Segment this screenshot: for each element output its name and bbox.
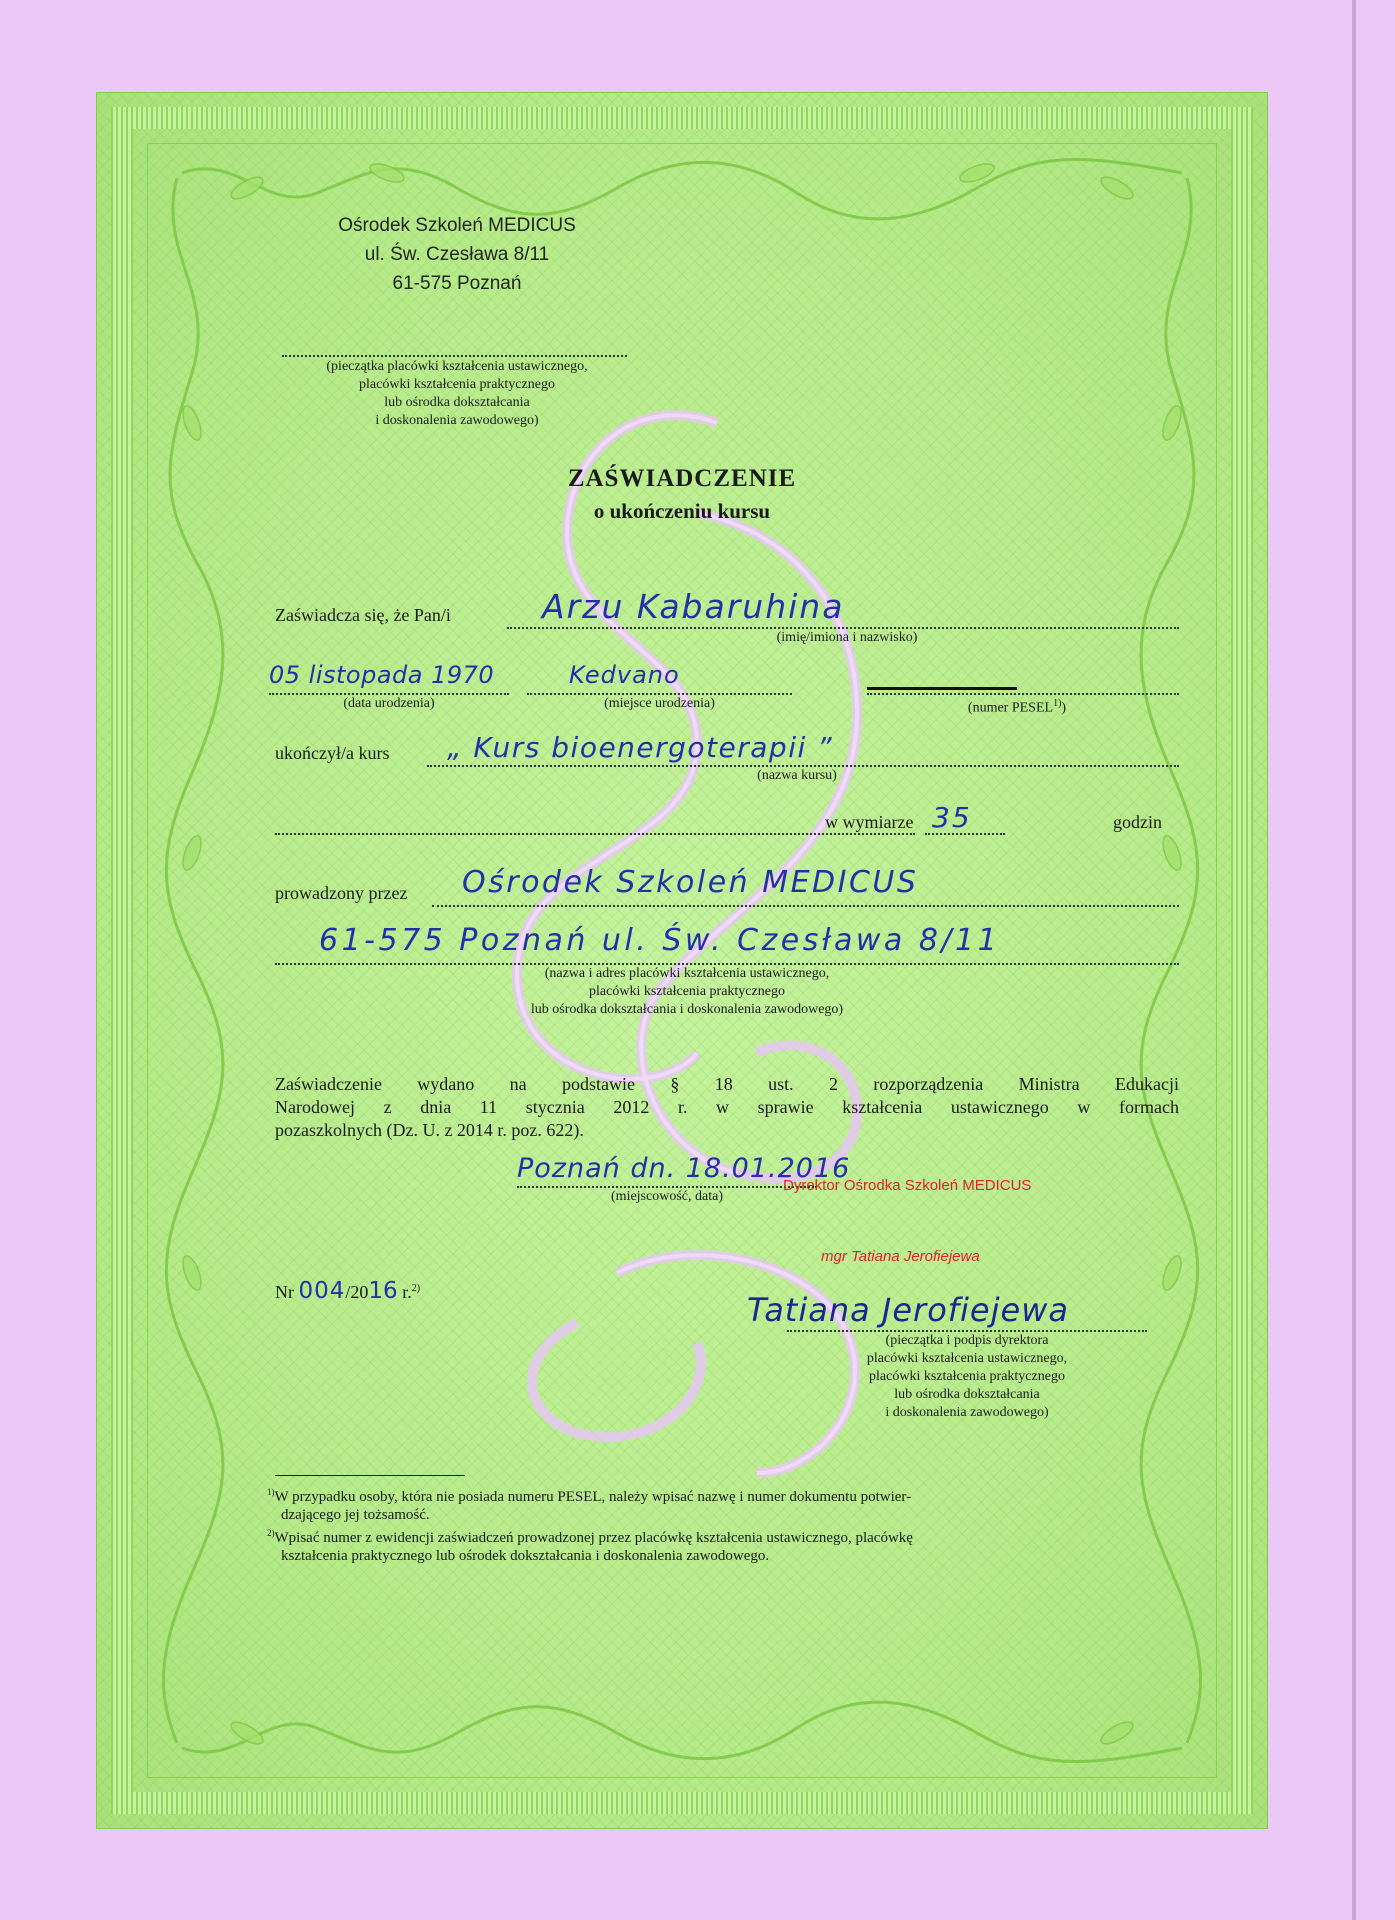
- course-caption: (nazwa kursu): [757, 768, 837, 783]
- footnote-mark: 1): [267, 1487, 275, 1497]
- stamp-line-street: ul. Św. Czesława 8/11: [364, 244, 550, 265]
- page-subtitle: o ukończeniu kursu: [593, 499, 771, 523]
- course-label: ukończył/a kurs: [275, 743, 390, 763]
- institution-caption: [437, 965, 937, 1019]
- pesel-caption-end: ): [1061, 700, 1067, 716]
- legal-basis-paragraph: [275, 1073, 1179, 1142]
- person-label: Zaświadcza się, że Pan/i: [275, 605, 451, 625]
- pesel-caption: [897, 695, 1137, 718]
- conducted-value: Ośrodek Szkoleń MEDICUS: [462, 865, 919, 900]
- number-footnote-mark: 2): [411, 1283, 421, 1294]
- place-date-caption: (miejscowość, data): [611, 1189, 723, 1204]
- decorative-ornament: [97, 93, 1267, 1828]
- birth-place-caption: (miejsce urodzenia): [604, 696, 715, 711]
- hours-dotted-line: [925, 833, 1005, 835]
- institution-stamp: [297, 211, 617, 298]
- birth-place-value: Kedvano: [569, 661, 680, 689]
- number-year-value: 16: [368, 1278, 398, 1304]
- footnote-text-continued: kształcenia praktycznego lub ośrodek dokształcania i doskonalenia zawodowego.: [281, 1548, 770, 1564]
- number-suffix: r.: [402, 1282, 412, 1302]
- birth-date-value: 05 listopada 1970: [269, 661, 495, 689]
- course-name-value: „ Kurs bioenergoterapii ”: [447, 731, 834, 764]
- director-stamp-name: mgr Tatiana Jerofiejewa: [821, 1248, 980, 1265]
- signature-caption: [797, 1332, 1137, 1422]
- stamp-caption-line: (pieczątka placówki kształcenia ustawicznego,: [326, 359, 588, 374]
- signature-caption-line: lub ośrodka dokształcania: [894, 1387, 1040, 1402]
- hours-unit: godzin: [1113, 812, 1162, 832]
- legal-basis-line: Narodowej z dnia 11 stycznia 2012 r. w sprawie kształcenia ustawicznego w formach: [275, 1097, 1179, 1117]
- footnote-text-continued: dzającego jej tożsamość.: [281, 1507, 430, 1523]
- stamp-dotted-line: [282, 355, 627, 357]
- stamp-line-city: 61-575 Poznań: [392, 273, 522, 294]
- conducted-label: prowadzony przez: [275, 883, 408, 903]
- stamp-line-name: Ośrodek Szkoleń MEDICUS: [338, 215, 576, 236]
- institution-caption-line: lub ośrodka dokształcania i doskonalenia zawodowego): [530, 1002, 844, 1017]
- pesel-footnote-mark: 1): [1053, 698, 1062, 709]
- signature-caption-line: i doskonalenia zawodowego): [885, 1405, 1049, 1420]
- footnote-text: W przypadku osoby, która nie posiada numeru PESEL, należy wpisać nazwę i numer dokumentu potwier-: [274, 1489, 912, 1505]
- number-value: 004: [298, 1278, 346, 1304]
- institution-caption-line: (nazwa i adres placówki kształcenia ustawicznego,: [544, 966, 830, 981]
- footnote-item: [267, 1483, 1177, 1506]
- person-name-value: Arzu Kabaruhina: [542, 587, 845, 626]
- director-signature: Tatiana Jerofiejewa: [747, 1291, 1069, 1329]
- institution-caption-line: placówki kształcenia praktycznego: [589, 984, 785, 999]
- pesel-caption-text: (numer PESEL: [967, 700, 1054, 716]
- paper-edge: [1352, 0, 1356, 1920]
- signature-caption-line: (pieczątka i podpis dyrektora: [885, 1333, 1049, 1348]
- director-stamp-title: Dyrektor Ośrodka Szkoleń MEDICUS: [783, 1177, 1032, 1194]
- footnote-separator: [275, 1475, 465, 1476]
- person-caption: (imię/imiona i nazwisko): [776, 630, 918, 645]
- number-prefix: Nr: [275, 1282, 294, 1302]
- hours-label: w wymiarze: [825, 812, 914, 832]
- signature-caption-line: placówki kształcenia ustawicznego,: [866, 1351, 1068, 1366]
- hours-leading-dotted-line: [275, 833, 915, 835]
- footnote-item: [267, 1524, 1177, 1547]
- place-date-value: Poznań dn. 18.01.2016: [517, 1153, 851, 1184]
- number-separator: /20: [345, 1282, 369, 1302]
- pesel-crossed-line: [867, 687, 1017, 690]
- conducted-dotted-line: [432, 905, 1179, 907]
- certificate-number: [275, 1278, 420, 1304]
- stamp-caption-line: placówki kształcenia praktycznego: [359, 377, 555, 392]
- footnote-text: Wpisać numer z ewidencji zaświadczeń prowadzonej przez placówkę kształcenia ustawicznego, placówkę: [274, 1530, 913, 1546]
- footnote-mark: 2): [267, 1528, 275, 1538]
- address-value: 61-575 Poznań ul. Św. Czesława 8/11: [319, 923, 1001, 958]
- hours-value: 35: [932, 801, 972, 834]
- stamp-caption-line: lub ośrodka dokształcania: [384, 395, 530, 410]
- certificate: [96, 92, 1268, 1829]
- footnotes: [267, 1483, 1177, 1565]
- legal-basis-line: Zaświadczenie wydano na podstawie § 18 ust. 2 rozporządzenia Ministra Edukacji: [275, 1074, 1179, 1094]
- stamp-caption-line: i doskonalenia zawodowego): [375, 413, 539, 428]
- signature-caption-line: placówki kształcenia praktycznego: [869, 1369, 1065, 1384]
- birth-date-caption: (data urodzenia): [343, 696, 435, 711]
- legal-basis-line: pozaszkolnych (Dz. U. z 2014 r. poz. 622).: [275, 1120, 584, 1140]
- page-title: ZAŚWIADCZENIE: [567, 465, 797, 492]
- stamp-caption: [267, 358, 647, 430]
